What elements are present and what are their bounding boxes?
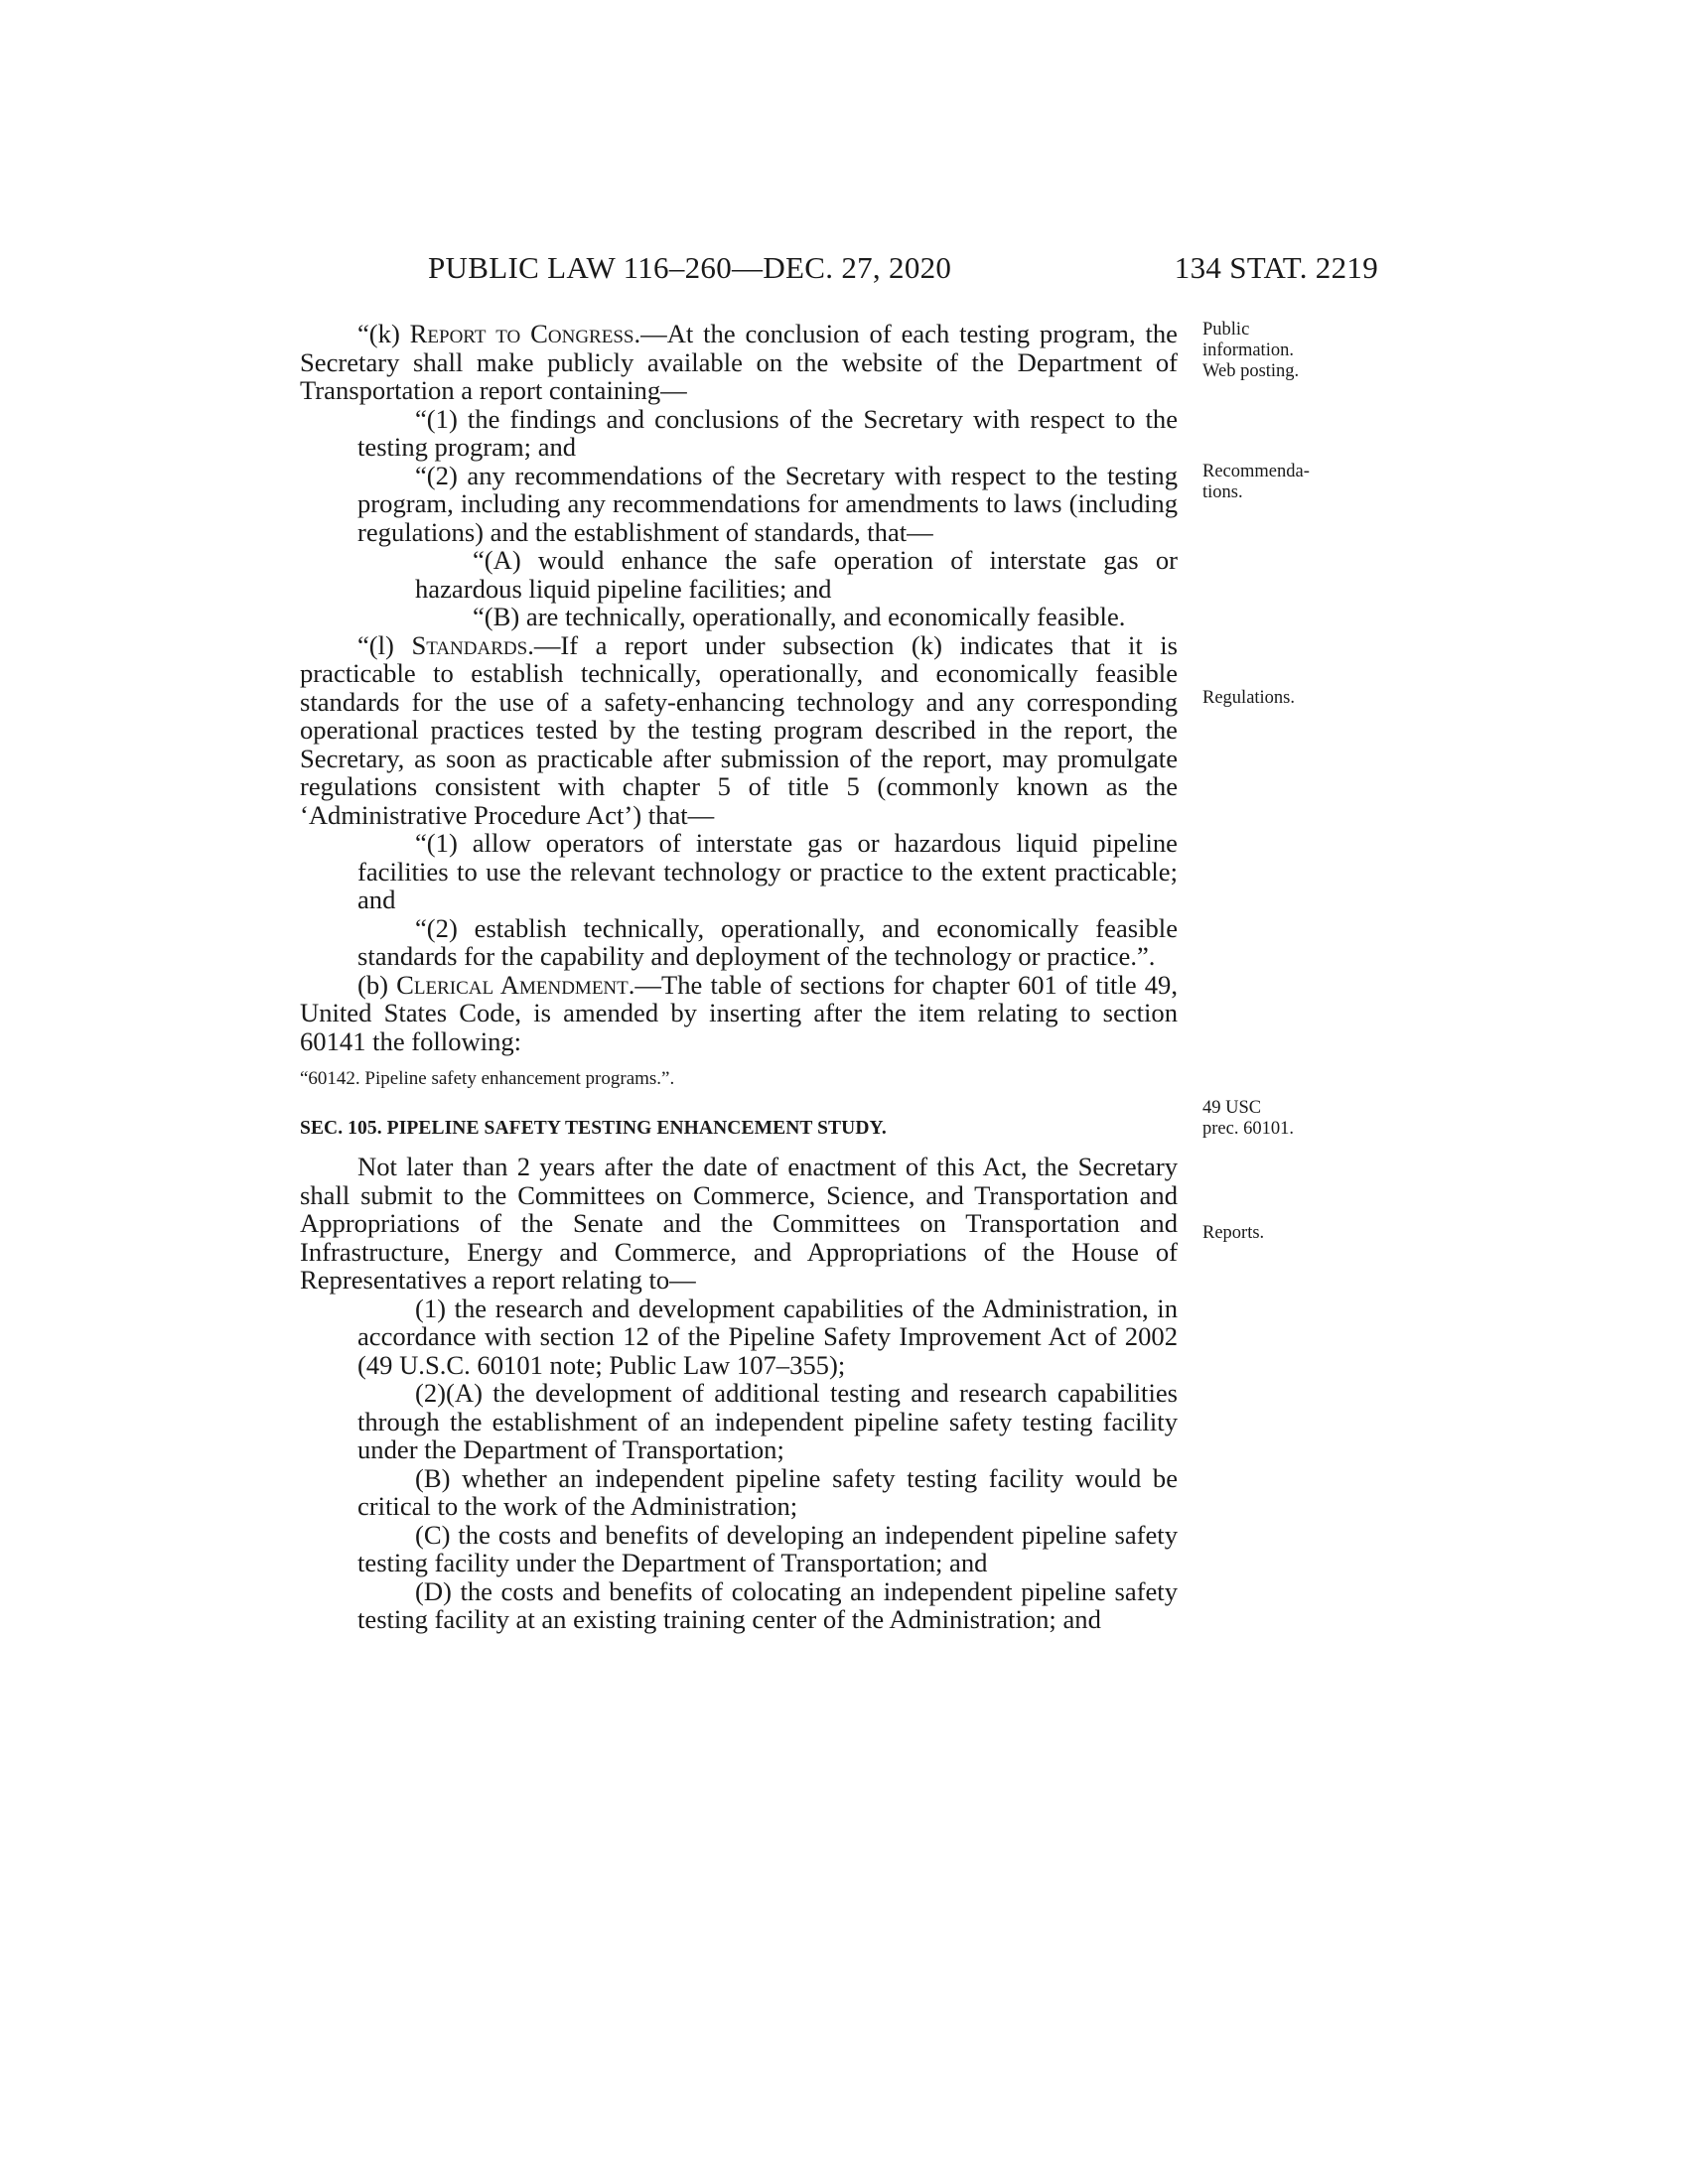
item-2-a: (2)(A) the development of additional testing and research capabilities through the establishment of an independent pipeline safety testing facility under the Department of Transportation; xyxy=(357,1378,1178,1464)
running-header-title: PUBLIC LAW 116–260—DEC. 27, 2020 xyxy=(428,250,952,285)
subsection-l: “(l) Standards.—If a report under subsection (k) indicates that it is practicable to establish technically, operationally, and economically feasible standards for the use of a safety-enhancing technology and any corresponding operational practices tested by the testing program described in the report, the Secretary, as soon as practicable after submission of the report, may promulgate regulations consistent with chapter 5 of title 5 (commonly known as the ‘Administrative Procedure Act’) that— xyxy=(300,629,1178,830)
subsection-l-heading: Standards xyxy=(411,629,528,660)
section-105-heading: SEC. 105. PIPELINE SAFETY TESTING ENHANCEMENT STUDY. xyxy=(300,1118,887,1139)
item-1: (1) the research and development capabilities of the Administration, in accordance with section 12 of the Pipeline Safety Improvement Act of 2002 (49 U.S.C. 60101 note; Public Law 107–355); xyxy=(357,1293,1178,1380)
subsection-k: “(k) Report to Congress.—At the conclusion of each testing program, the Secretary shall make publicly available on the website of the Department of Transportation a report containing— xyxy=(300,319,1178,405)
paragraph-k-2: “(2) any recommendations of the Secretary with respect to the testing program, including any recommendations for amendments to laws (including regulations) and the establishment of standards, that— xyxy=(357,460,1178,547)
subparagraph-k-2-a: “(A) would enhance the safe operation of interstate gas or hazardous liquid pipeline facilities; and xyxy=(415,545,1178,604)
subparagraph-k-2-b: “(B) are technically, operationally, and economically feasible. xyxy=(473,602,1126,631)
page-header xyxy=(298,250,1378,290)
paragraph-k-1: “(1) the findings and conclusions of the Secretary with respect to the testing program; and xyxy=(357,403,1178,462)
subsection-b-heading: Clerical Amendment xyxy=(396,969,629,1000)
item-2-d: (D) the costs and benefits of colocating an independent pipeline safety testing facility at an existing training center of the Administration; and xyxy=(357,1575,1178,1634)
section-105-intro: Not later than 2 years after the date of enactment of this Act, the Secretary shall submit to the Committees on Commerce, Science, and Transportation and Appropriations of the Senate and the Committees on Transportation and Infrastructure, Energy and Commerce, and Appropriations of the House of Representatives a report relating to— xyxy=(300,1152,1178,1295)
paragraph-l-1: “(1) allow operators of interstate gas or hazardous liquid pipeline facilities to use the relevant technology or practice to the extent practicable; and xyxy=(357,828,1178,914)
subsection-k-heading: Report to Congress xyxy=(409,319,634,348)
subsection-b: (b) Clerical Amendment.—The table of sections for chapter 601 of title 49, United States Code, is amended by inserting after the item relating to section 60141 the following: xyxy=(300,969,1178,1056)
margin-note-reports: Reports. xyxy=(1202,1223,1265,1243)
margin-note-recommendations: Recommenda- tions. xyxy=(1202,462,1310,502)
body-text xyxy=(300,320,1178,1634)
table-of-sections-item: “60142. Pipeline safety enhancement programs.”. xyxy=(300,1068,675,1089)
item-2-c: (C) the costs and benefits of developing an independent pipeline safety testing facility under the Department of Transportation; and xyxy=(357,1519,1178,1577)
statute-page-number: 134 STAT. 2219 xyxy=(1174,250,1378,285)
margin-note-regulations: Regulations. xyxy=(1202,688,1296,708)
paragraph-l-2: “(2) establish technically, operationally, and economically feasible standards for the capability and deployment of the technology or practice.”. xyxy=(357,912,1178,971)
item-2-b: (B) whether an independent pipeline safety testing facility would be critical to the work of the Administration; xyxy=(357,1462,1178,1521)
margin-note-public-information: Public information. Web posting. xyxy=(1202,320,1300,381)
margin-note-usc-reference: 49 USC prec. 60101. xyxy=(1202,1098,1294,1139)
